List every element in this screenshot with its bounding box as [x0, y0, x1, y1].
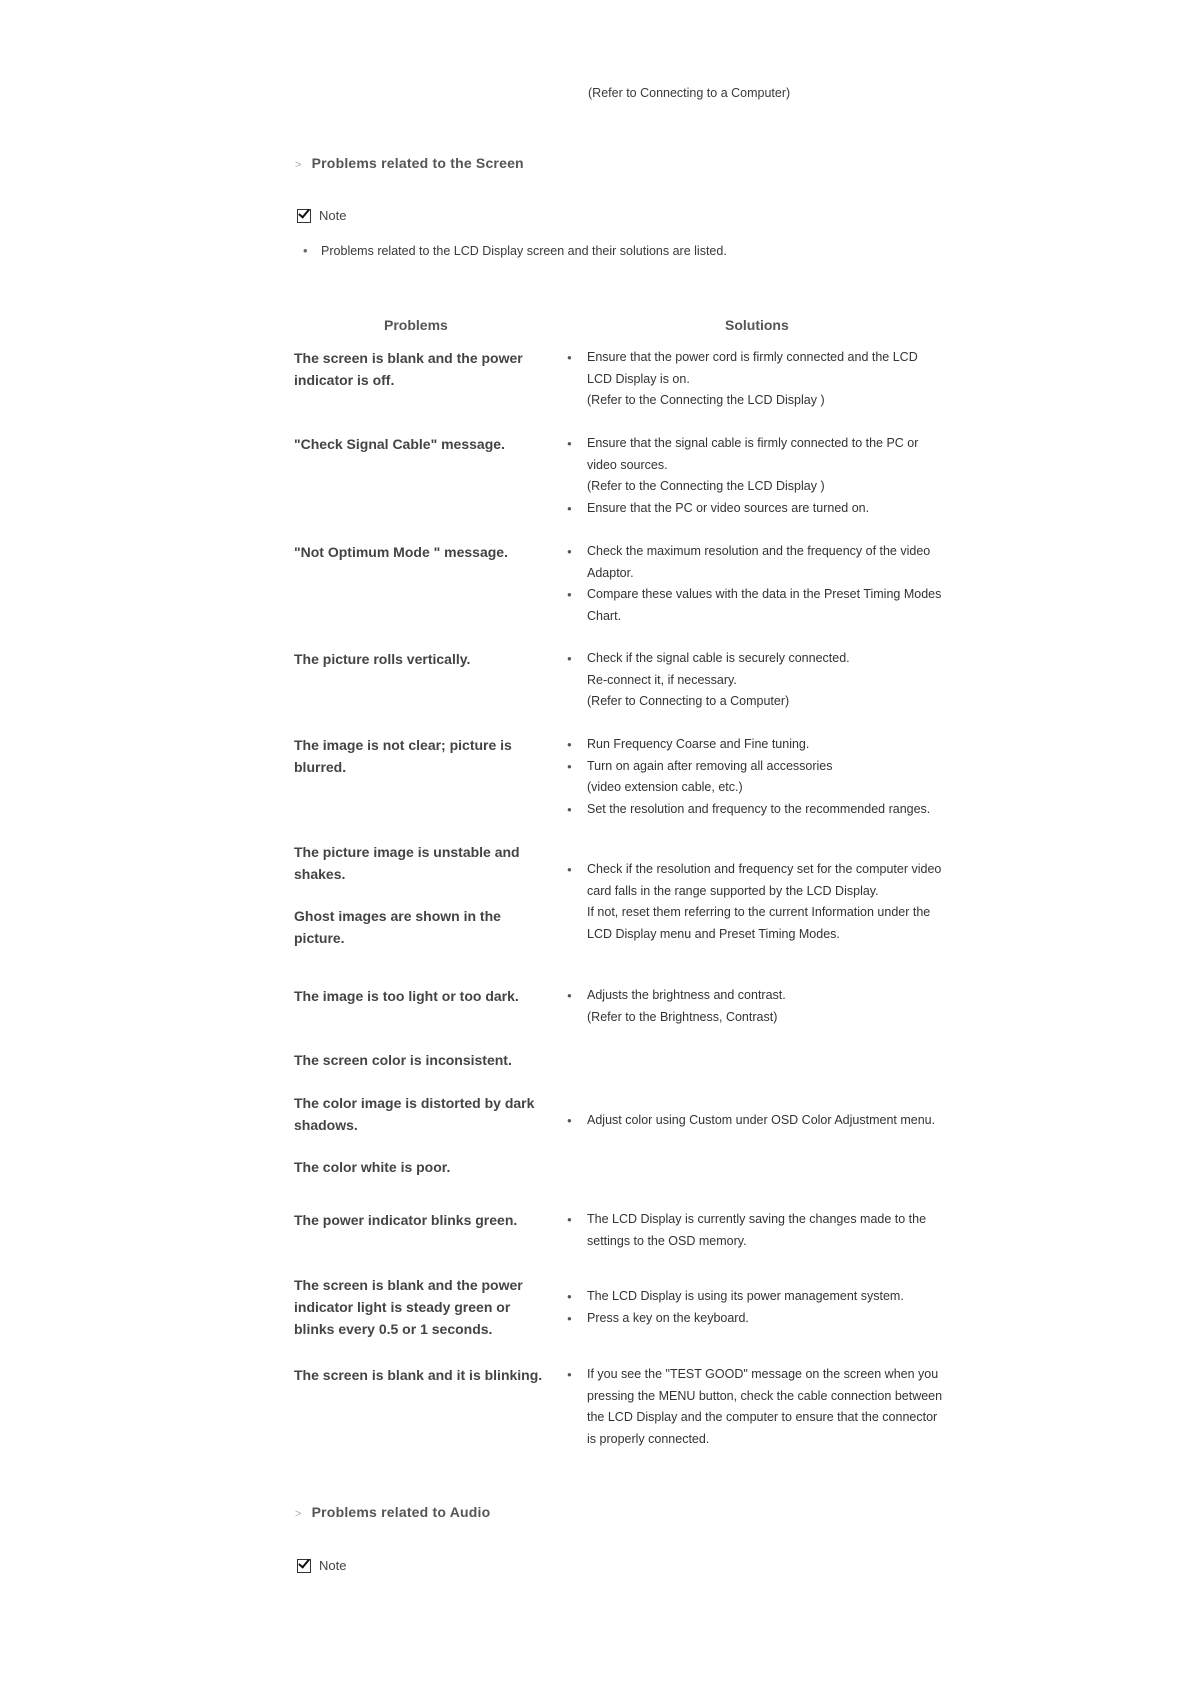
solution-list [567, 859, 962, 945]
solution-list [567, 734, 962, 820]
note-screen [297, 208, 346, 223]
note-audio [297, 1558, 346, 1573]
problem-blank-blinking: The screen is blank and it is blinking. [294, 1367, 543, 1383]
solution-line: card falls in the range supported by the LCD Display. [587, 883, 879, 898]
solution-item [567, 433, 962, 498]
solution-line: ● Ensure that the power cord is firmly connected and the LCD [587, 350, 918, 364]
solution-line: (Refer to the Connecting the LCD Display ) [587, 393, 825, 407]
solution-item [567, 985, 962, 1028]
solution-list [567, 347, 962, 412]
solution-line: ● Check if the signal cable is securely connected. [587, 651, 850, 665]
solution-list [567, 1364, 962, 1450]
solution-line: (video extension cable, etc.) [587, 780, 743, 794]
solution-line: ● Compare these values with the data in the Preset Timing Modes [587, 587, 942, 601]
solution-line: ● The LCD Display is using its power management system. [587, 1289, 904, 1303]
solution-item [567, 1110, 962, 1132]
solution-line: ● Check the maximum resolution and the frequency of the video [587, 544, 931, 558]
solution-line: LCD Display is on. [587, 371, 690, 386]
solution-line: (Refer to Connecting to a Computer) [587, 694, 790, 708]
checkbox-note-icon [297, 209, 311, 223]
header-solutions: Solutions [725, 317, 789, 333]
solution-item [567, 1209, 962, 1252]
solution-line: ● Adjust color using Custom under OSD Color Adjustment menu. [587, 1113, 936, 1127]
problem-not-clear: The image is not clear; picture is blurred. [294, 737, 512, 775]
solution-item [567, 1364, 962, 1450]
solution-line: If not, reset them referring to the current Information under the [587, 905, 931, 919]
solution-line: LCD Display menu and Preset Timing Modes. [587, 926, 840, 941]
solution-line: ● Adjusts the brightness and contrast. [587, 988, 786, 1002]
solution-line: ● If you see the "TEST GOOD" message on the screen when you [587, 1367, 939, 1381]
solution-item [567, 584, 962, 627]
section-title-screen [295, 155, 524, 171]
solution-item [567, 648, 962, 713]
problem-white-poor: The color white is poor. [294, 1159, 451, 1175]
solution-line: pressing the MENU button, check the cable connection between [587, 1388, 943, 1403]
header-problems: Problems [384, 317, 448, 333]
solution-line: ● Ensure that the PC or video sources are turned on. [587, 500, 870, 515]
solution-line: ● Set the resolution and frequency to the recommended ranges. [587, 801, 931, 816]
problem-steady-green: The screen is blank and the power indicator light is steady green or blinks every 0.5 or 1 seconds. [294, 1277, 523, 1337]
problem-blinks-green: The power indicator blinks green. [294, 1212, 518, 1228]
chevron-right-icon: > [295, 159, 302, 171]
solution-line: the LCD Display and the computer to ensure that the connector [587, 1410, 938, 1424]
solution-line: Adaptor. [587, 565, 634, 580]
solution-line: ● Turn on again after removing all accessories [587, 758, 833, 773]
problem-blank-power-off: The screen is blank and the power indicator is off. [294, 350, 523, 388]
solution-line: ● Ensure that the signal cable is firmly connected to the PC or [587, 436, 919, 450]
top-refer-text: (Refer to Connecting to a Computer) [588, 86, 791, 100]
problem-too-light-dark: The image is too light or too dark. [294, 988, 519, 1004]
chevron-right-icon: > [295, 1508, 302, 1520]
note-bullet [303, 243, 727, 258]
solution-list [567, 1110, 962, 1132]
solution-list [567, 648, 962, 713]
solution-item [567, 498, 962, 520]
solution-line: (Refer to the Brightness, Contrast) [587, 1009, 778, 1024]
solution-item [567, 541, 962, 584]
note-label: Note [319, 208, 347, 223]
solution-line: ● Run Frequency Coarse and Fine tuning. [587, 737, 810, 751]
problem-rolls-vertically: The picture rolls vertically. [294, 651, 471, 667]
solution-line: Chart. [587, 608, 622, 623]
solution-line: settings to the OSD memory. [587, 1233, 747, 1248]
section-title-audio-text: Problems related to Audio [311, 1504, 491, 1520]
solution-line: is properly connected. [587, 1431, 710, 1446]
solution-item [567, 347, 962, 412]
solution-list [567, 433, 962, 519]
problem-dark-shadows: The color image is distorted by dark shadows. [294, 1095, 535, 1133]
solution-line: ● Check if the resolution and frequency set for the computer video [587, 862, 942, 876]
solution-list [567, 541, 962, 627]
solution-item [567, 799, 962, 821]
note-label: Note [319, 1558, 347, 1573]
bullet-dot-icon: • [303, 243, 308, 258]
solution-line: video sources. [587, 457, 668, 472]
checkbox-note-icon [297, 1559, 311, 1573]
problem-check-signal: "Check Signal Cable" message. [294, 436, 505, 452]
problem-unstable: The picture image is unstable and shakes. [294, 844, 520, 882]
solution-list [567, 985, 962, 1028]
solution-list [567, 1286, 962, 1329]
problem-ghost-images: Ghost images are shown in the picture. [294, 908, 501, 946]
solution-list [567, 1209, 962, 1252]
solution-line: ● The LCD Display is currently saving the changes made to the [587, 1212, 927, 1226]
problem-color-inconsistent: The screen color is inconsistent. [294, 1052, 512, 1068]
solution-line: Re-connect it, if necessary. [587, 672, 737, 687]
solution-line: (Refer to the Connecting the LCD Display ) [587, 479, 825, 493]
note-text: Problems related to the LCD Display screen and their solutions are listed. [321, 244, 727, 258]
problem-not-optimum: "Not Optimum Mode " message. [294, 544, 508, 560]
solution-item [567, 734, 962, 756]
solution-item [567, 1286, 962, 1308]
solution-line: ● Press a key on the keyboard. [587, 1310, 749, 1325]
solution-item [567, 756, 962, 799]
section-title-audio [295, 1504, 490, 1520]
section-title-screen-text: Problems related to the Screen [311, 155, 524, 171]
solution-item [567, 859, 962, 945]
solution-item [567, 1308, 962, 1330]
